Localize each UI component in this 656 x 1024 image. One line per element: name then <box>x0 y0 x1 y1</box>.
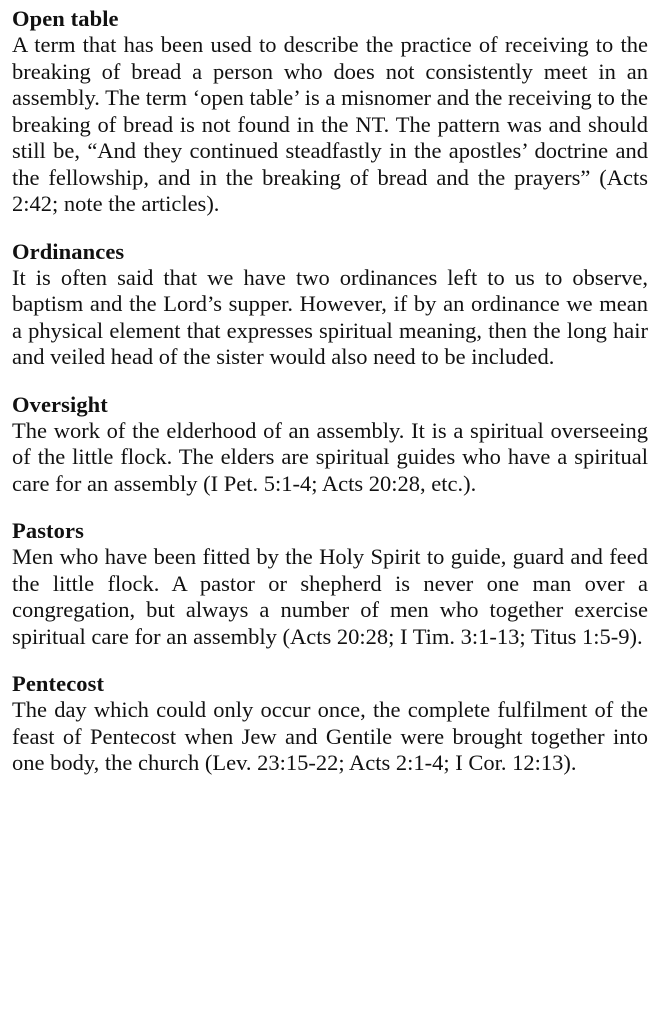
glossary-entry-ordinances <box>12 239 648 371</box>
glossary-entry-pentecost <box>12 671 648 777</box>
entry-body: The day which could only occur once, the complete fulfilment of the feast of Pentecost when Jew and Gentile were brought together into one body, the church (Lev. 23:15-22; Acts 2:1-4; I Cor. 12:13). <box>12 697 648 775</box>
entry-title: Oversight <box>12 391 108 417</box>
entry-title: Ordinances <box>12 238 125 264</box>
glossary-entry-pastors <box>12 518 648 650</box>
glossary-entry-oversight <box>12 392 648 498</box>
entry-title: Open table <box>12 6 119 31</box>
entry-title: Pentecost <box>12 671 105 696</box>
entry-body: Men who have been fitted by the Holy Spirit to guide, guard and feed the little flock. A pastor or shepherd is never one man over a congregation, but always a number of men who together exercise spiritual care for an assembly (Acts 20:28; I Tim. 3:1-13; Titus 1:5-9). <box>12 544 648 649</box>
entry-body: The work of the elderhood of an assembly. It is a spiritual overseeing of the little flock. The elders are spiritual guides who have a spiritual care for an assembly (I Pet. 5:1-4; Acts 20:28, etc.). <box>12 417 648 496</box>
entry-body: A term that has been used to describe the practice of receiving to the breaking of bread a person who does not consistently meet in an assembly. The term ‘open table’ is a misnomer and the receiving to the breaking of bread is not found in the NT. The pattern was and should still be, “And they continued steadfastly in the apostles’ doctrine and the fellowship, and in the breaking of bread and the prayers” (Acts 2:42; note the articles). <box>12 32 648 216</box>
entry-title: Pastors <box>12 518 84 543</box>
glossary-entry-open-table <box>12 6 648 218</box>
entry-body: It is often said that we have two ordinances left to us to observe, baptism and the Lord’s supper. However, if by an ordinance we mean a physical element that expresses spiritual meaning, then the long hair and veiled head of the sister would also need to be included. <box>12 264 648 369</box>
glossary-page <box>12 6 648 798</box>
